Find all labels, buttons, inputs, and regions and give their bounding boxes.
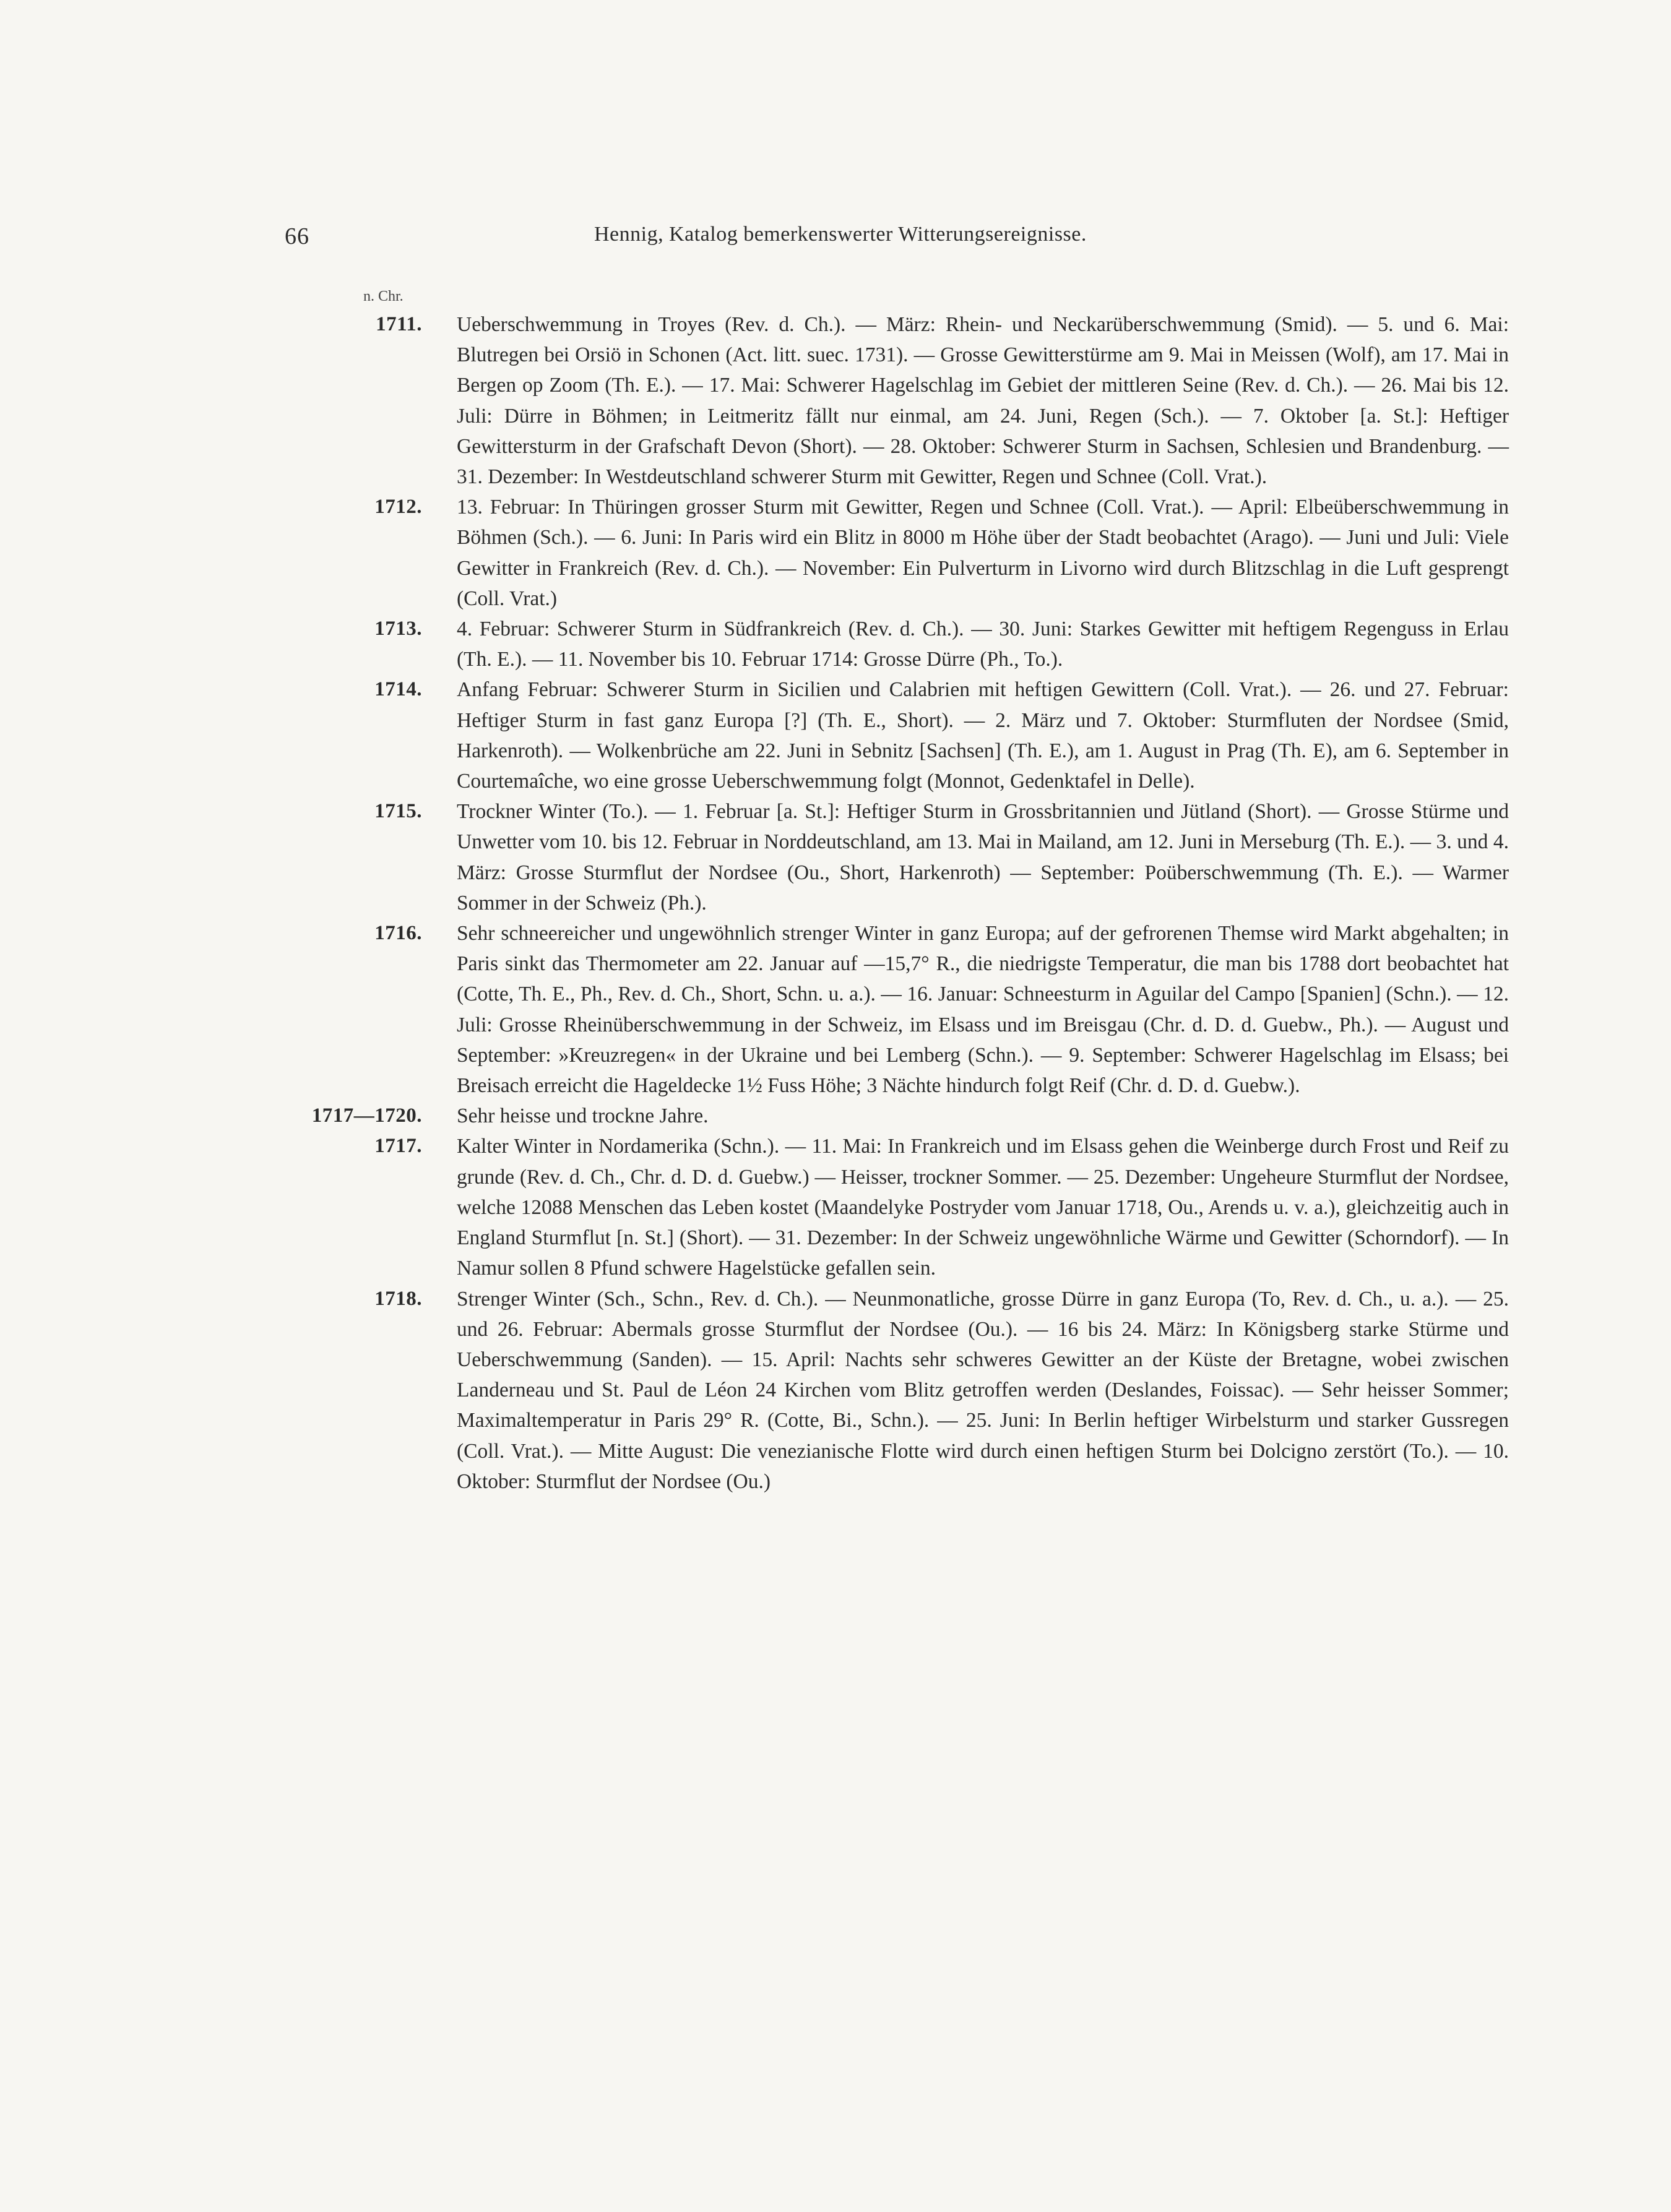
era-label: n. Chr. xyxy=(363,288,404,304)
entry-1715 xyxy=(235,796,1510,918)
entry-text: 4. Februar: Schwerer Sturm in Südfrankreich (Rev. d. Ch.). — 30. Juni: Starkes Gewitter mit heftigem Regenguss in Erlau (Th. E.). — 11. November bis 10. Februar 1714: Grosse Dürre (Ph., To.). xyxy=(457,618,1509,671)
entry-text: Kalter Winter in Nordamerika (Schn.). — 11. Mai: In Frankreich und im Elsass gehen die Weinberge durch Frost und Reif zu grunde (Rev. d. Ch., Chr. d. D. d. Guebw.) — Heisser, trockner Sommer. — 25. Dezember: Ungeheure Sturmflut der Nordsee, welche 12088 Menschen das Leben kostet (Maandelyke Postryder vom Januar 1718, Ou., Arends u. v. a.), gleichzeitig auch in England Sturmflut [n. St.] (Short). — 31. Dezember: In der Schweiz ungewöhnliche Wärme und Gewitter (Schorndorf). — In Namur sollen 8 Pfund schwere Hagelstücke gefallen sein. xyxy=(457,1135,1509,1280)
entry-1712 xyxy=(235,492,1510,614)
entry-year: 1717. xyxy=(374,1135,422,1158)
entry-year: 1713. xyxy=(374,618,422,640)
entry-1714 xyxy=(235,674,1510,796)
chronology-entries xyxy=(235,309,1510,1497)
page-number: 66 xyxy=(285,223,309,249)
entry-year: 1715. xyxy=(374,800,422,823)
entry-text: 13. Februar: In Thüringen grosser Sturm mit Gewitter, Regen und Schnee (Coll. Vrat.). — April: Elbeüberschwemmung in Böhmen (Sch.). — 6. Juni: In Paris wird ein Blitz in 8000 m Höhe über der Stadt beobachtet (Arago). — Juni und Juli: Viele Gewitter in Frankreich (Rev. d. Ch.). — November: Ein Pulverturm in Livorno wird durch Blitzschlag in die Luft gesprengt (Coll. Vrat.) xyxy=(457,496,1509,610)
entry-text: Sehr schneereicher und ungewöhnlich strenger Winter in ganz Europa; auf der gefrorenen Themse wird Markt abgehalten; in Paris sinkt das Thermometer am 22. Januar auf —15,7° R., die niedrigste Temperatur, die man bis 1788 dort beobachtet hat (Cotte, Th. E., Ph., Rev. d. Ch., Short, Schn. u. a.). — 16. Januar: Schneesturm in Aguilar del Campo [Spanien] (Schn.). — 12. Juli: Grosse Rheinüberschwemmung in der Schweiz, im Elsass und im Breisgau (Chr. d. D. d. Guebw., Ph.). — August und September: »Kreuzregen« in der Ukraine und bei Lemberg (Schn.). — 9. September: Schwerer Hagelschlag im Elsass; bei Breisach erreicht die Hageldecke 1½ Fuss Höhe; 3 Nächte hindurch folgt Reif (Chr. d. D. d. Guebw.). xyxy=(457,922,1509,1098)
entry-year: 1717—1720. xyxy=(311,1104,422,1127)
entry-text: Sehr heisse und trockne Jahre. xyxy=(457,1104,709,1128)
entry-year: 1711. xyxy=(376,313,422,335)
entry-text: Anfang Februar: Schwerer Sturm in Sicilien und Calabrien mit heftigen Gewittern (Coll. Vrat.). — 26. und 27. Februar: Heftiger Sturm in fast ganz Europa [?] (Th. E., Short). — 2. März und 7. Oktober: Sturmfluten der Nordsee (Smid, Harkenroth). — Wolkenbrüche am 22. Juni in Sebnitz [Sachsen] (Th. E.), am 1. August in Prag (Th. E), am 6. September in Courtemaîche, wo eine grosse Ueberschwemmung folgt (Monnot, Gedenktafel in Delle). xyxy=(457,678,1509,793)
entry-year: 1716. xyxy=(374,922,422,945)
entry-year: 1712. xyxy=(374,496,422,519)
entry-1717 xyxy=(235,1131,1510,1283)
entry-1717-1720 xyxy=(235,1101,1510,1131)
entry-1711 xyxy=(235,309,1510,492)
entry-1713 xyxy=(235,614,1510,674)
entry-text: Ueberschwemmung in Troyes (Rev. d. Ch.). — März: Rhein- und Neckarüberschwemmung (Smid). — 5. und 6. Mai: Blutregen bei Orsiö in Schonen (Act. litt. suec. 1731). — Grosse Gewitterstürme am 9. Mai in Meissen (Wolf), am 17. Mai in Bergen op Zoom (Th. E.). — 17. Mai: Schwerer Hagelschlag im Gebiet der mittleren Seine (Rev. d. Ch.). — 26. Mai bis 12. Juli: Dürre in Böhmen; in Leitmeritz fällt nur einmal, am 24. Juni, Regen (Sch.). — 7. Oktober [a. St.]: Heftiger Gewittersturm in der Grafschaft Devon (Short). — 28. Oktober: Schwerer Sturm in Sachsen, Schlesien und Brandenburg. — 31. Dezember: In Westdeutschland schwerer Sturm mit Gewitter, Regen und Schnee (Coll. Vrat.). xyxy=(457,313,1509,489)
entry-text: Trockner Winter (To.). — 1. Februar [a. St.]: Heftiger Sturm in Grossbritannien und Jütland (Short). — Grosse Stürme und Unwetter vom 10. bis 12. Februar in Norddeutschland, am 13. Mai in Mailand, am 12. Juni in Merseburg (Th. E.). — 3. und 4. März: Grosse Sturmflut der Nordsee (Ou., Short, Harkenroth) — September: Poüberschwemmung (Th. E.). — Warmer Sommer in der Schweiz (Ph.). xyxy=(457,800,1509,914)
entry-year: 1714. xyxy=(374,678,422,701)
running-title: Hennig, Katalog bemerkenswerter Witterungsereignisse. xyxy=(594,223,1087,246)
entry-year: 1718. xyxy=(374,1287,422,1310)
entry-text: Strenger Winter (Sch., Schn., Rev. d. Ch.). — Neunmonatliche, grosse Dürre in ganz Europa (To, Rev. d. Ch., u. a.). — 25. und 26. Februar: Abermals grosse Sturmflut der Nordsee (Ou.). — 16 bis 24. März: In Königsberg starke Stürme und Ueberschwemmung (Sanden). — 15. April: Nachts sehr schweres Gewitter an der Küste der Bretagne, wobei zwischen Landerneau und St. Paul de Léon 24 Kirchen vom Blitz getroffen werden (Deslandes, Foissac). — Sehr heisser Sommer; Maximaltemperatur in Paris 29° R. (Cotte, Bi., Schn.). — 25. Juni: In Berlin heftiger Wirbelsturm und starker Gussregen (Coll. Vrat.). — Mitte August: Die venezianische Flotte wird durch einen heftigen Sturm bei Dolcigno zerstört (To.). — 10. Oktober: Sturmflut der Nordsee (Ou.) xyxy=(457,1287,1509,1493)
entry-1718 xyxy=(235,1284,1510,1497)
page-header xyxy=(285,223,1498,254)
entry-1716 xyxy=(235,918,1510,1101)
